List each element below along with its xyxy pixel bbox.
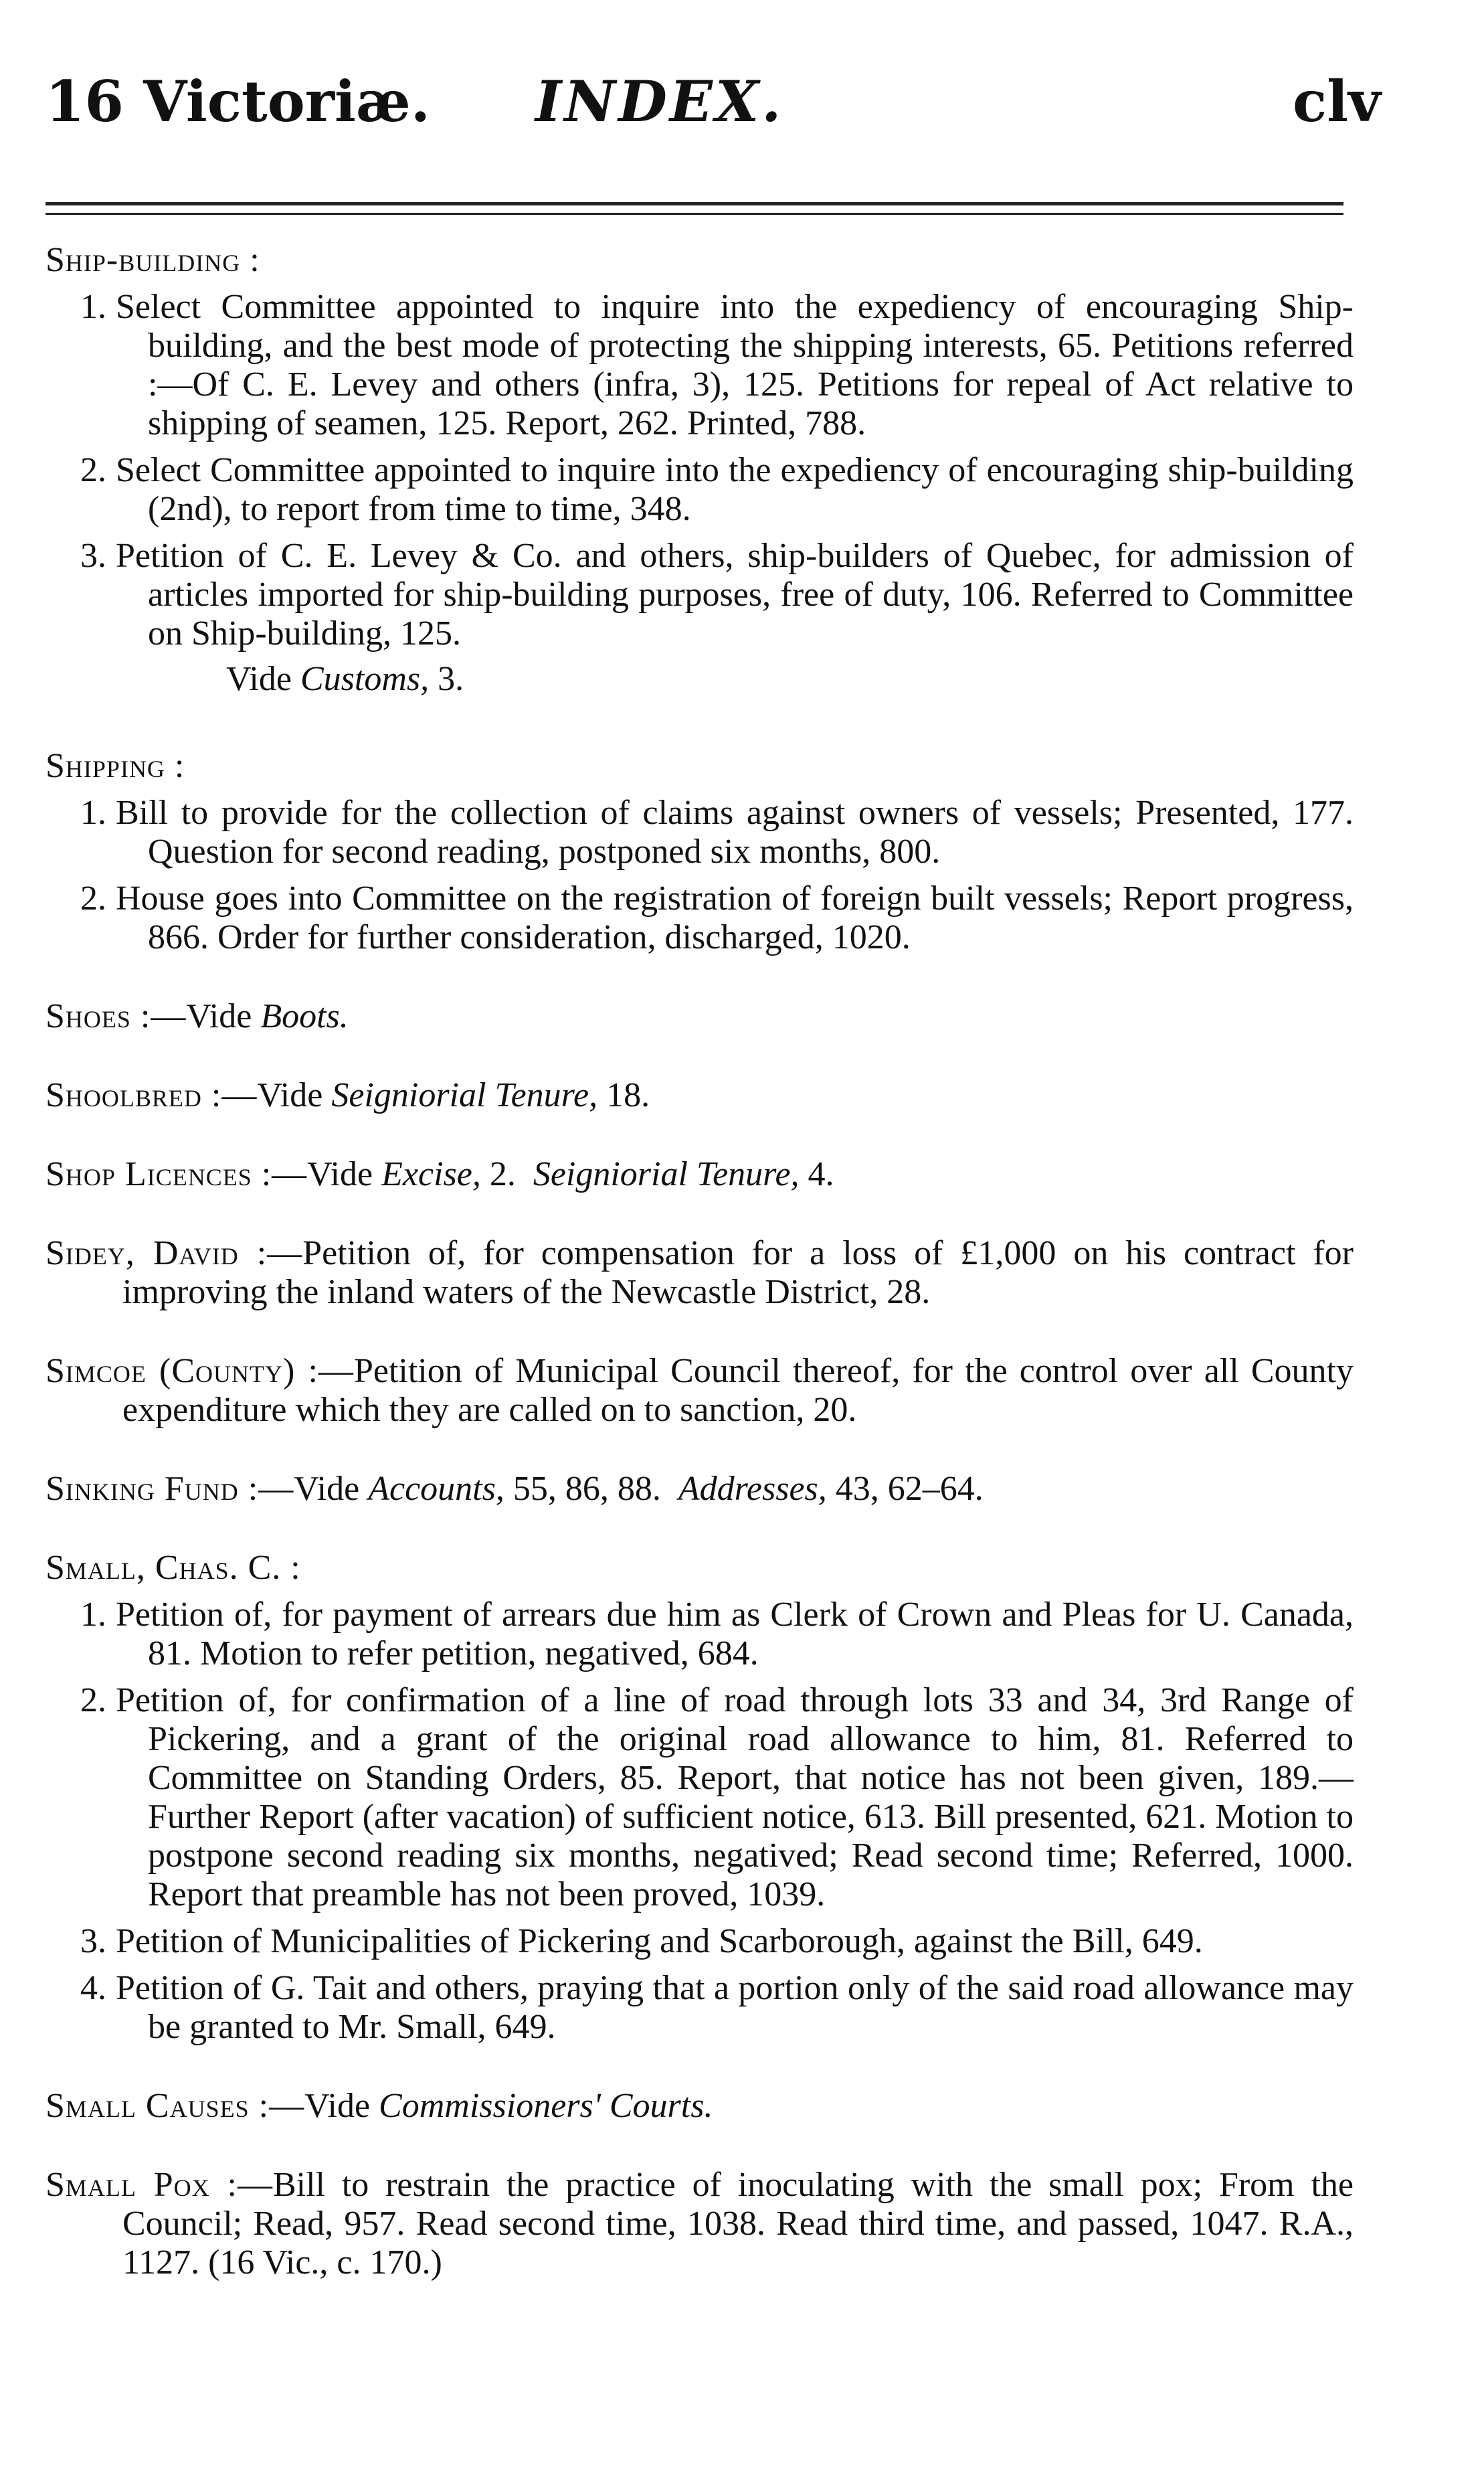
header-rule-thin (45, 213, 1343, 215)
entry-ship-building (45, 241, 1354, 699)
entry-label: Shoes :— (45, 997, 187, 1035)
cross-reference-number: 18. (606, 1076, 650, 1114)
entry-label: Sinking Fund :— (45, 1470, 294, 1508)
item-text: House goes into Committee on the registration of foreign built vessels; Report progress, 866. Order for further consideration, discharged, 1020. (116, 879, 1354, 956)
cross-reference-number: 3. (438, 660, 464, 698)
cross-reference: Accounts, (368, 1470, 504, 1508)
cross-reference: Boots. (260, 997, 349, 1035)
vide-word: Vide (226, 660, 292, 698)
item-number: 1. (80, 794, 106, 832)
item-number: 1. (80, 1596, 106, 1634)
cross-reference-number: 55, 86, 88. (513, 1470, 661, 1508)
vide-word: Vide (186, 997, 252, 1035)
item-number: 2. (80, 451, 106, 489)
session-title: 16 Victoriæ. (45, 68, 431, 135)
entry-label: Ship-building : (45, 241, 260, 279)
header-rule-thick (45, 202, 1343, 205)
list-item (45, 1681, 1354, 1914)
list-item (45, 879, 1354, 957)
entry-simcoe-county (45, 1352, 1354, 1430)
item-text: Select Committee appointed to inquire into the expediency of encouraging ship-building (2nd), to report from time to time, 348. (116, 451, 1354, 528)
item-number: 3. (80, 537, 106, 575)
list-item (45, 1596, 1354, 1673)
entry-items (45, 288, 1354, 653)
entry-shoolbred (45, 1076, 1354, 1115)
entry-sidey-david (45, 1234, 1354, 1312)
entry-shop-licences (45, 1155, 1354, 1194)
vide-word: Vide (307, 1155, 373, 1193)
list-item (45, 794, 1354, 871)
entry-text: Petition of, for compensation for a loss of £1,000 on his contract for improving the inland waters of the Newcastle District, 28. (122, 1234, 1354, 1311)
list-item (45, 288, 1354, 443)
cross-reference: Seigniorial Tenure, (331, 1076, 598, 1114)
list-item (45, 451, 1354, 529)
entry-label: Simcoe (County) :— (45, 1352, 354, 1390)
index-content (45, 241, 1354, 2282)
item-number: 2. (80, 879, 106, 918)
vide-word: Vide (294, 1470, 360, 1508)
vide-reference (45, 660, 1354, 699)
entry-label: Shipping : (45, 747, 185, 785)
vide-word: Vide (257, 1076, 323, 1114)
item-text: Petition of Municipalities of Pickering and Scarborough, against the Bill, 649. (116, 1922, 1203, 1960)
entry-items (45, 1596, 1354, 2047)
entry-label: Shoolbred :— (45, 1076, 258, 1114)
entry-sinking-fund (45, 1470, 1354, 1509)
entry-text: Bill to restrain the practice of inoculating with the small pox; From the Council; Read, 957. Read second time, 1038. Read third time, and passed, 1047. R.A., 1127. (16 Vic., c. 170.) (122, 2166, 1354, 2282)
page-number: clv (1293, 68, 1381, 135)
entry-label: Small Pox :— (45, 2166, 273, 2204)
item-text: Petition of C. E. Levey & Co. and others, ship-builders of Quebec, for admission of articles imported for ship-building purposes, free of duty, 106. Referred to Committee on Ship-building, 125. (116, 537, 1354, 653)
cross-reference: Addresses, (678, 1470, 827, 1508)
item-text: Petition of G. Tait and others, praying that a portion only of the said road allowance may be granted to Mr. Small, 649. (116, 1969, 1354, 2046)
list-item (45, 1922, 1354, 1961)
entry-small-chas (45, 1549, 1354, 2047)
cross-reference: Commissioners' Courts. (379, 2087, 713, 2125)
item-text: Petition of, for confirmation of a line of road through lots 33 and 34, 3rd Range of Pickering, and a grant of the original road allowance to him, 81. Referred to Committee on Standing Orders, 85. Report, that notice has not been given, 189.—Further Report (after vacation) of sufficient notice, 613. Bill presented, 621. Motion to postpone second reading six months, negatived; Read second time; Referred, 1000. Report that preamble has not been proved, 1039. (116, 1681, 1354, 1913)
item-text: Select Committee appointed to inquire into the expediency of encouraging Ship-building, and the best mode of protecting the shipping interests, 65. Petitions referred :—Of C. E. Levey and others (infra, 3), 125. Petitions for repeal of Act relative to shipping of seamen, 125. Report, 262. Printed, 788. (116, 288, 1354, 442)
item-text: Bill to provide for the collection of claims against owners of vessels; Presented, 177. Question for second reading, postponed six months, 800. (116, 794, 1354, 871)
entry-text: Petition of Municipal Council thereof, for the control over all County expenditure which they are called on to sanction, 20. (122, 1352, 1354, 1429)
entry-label: Shop Licences :— (45, 1155, 308, 1193)
cross-reference: Customs, (300, 660, 430, 698)
entry-small-causes (45, 2087, 1354, 2126)
entry-label: Sidey, David :— (45, 1234, 303, 1272)
page-title: INDEX. (535, 68, 784, 135)
cross-reference-number: 43, 62–64. (835, 1470, 984, 1508)
item-number: 4. (80, 1969, 106, 2007)
entry-label: Small, Chas. C. : (45, 1549, 301, 1587)
entry-shipping (45, 747, 1354, 957)
item-number: 3. (80, 1922, 106, 1960)
item-text: Petition of, for payment of arrears due him as Clerk of Crown and Pleas for U. Canada, 81. Motion to refer petition, negatived, 684. (116, 1596, 1354, 1673)
cross-reference-number: 4. (808, 1155, 834, 1193)
cross-reference: Excise, (381, 1155, 481, 1193)
entry-small-pox (45, 2166, 1354, 2282)
vide-word: Vide (304, 2087, 371, 2125)
entry-items (45, 794, 1354, 957)
list-item (45, 537, 1354, 653)
cross-reference-number: 2. (489, 1155, 516, 1193)
item-number: 2. (80, 1681, 106, 1719)
list-item (45, 1969, 1354, 2047)
cross-reference: Seigniorial Tenure, (533, 1155, 800, 1193)
item-number: 1. (80, 288, 106, 326)
entry-shoes (45, 997, 1354, 1036)
entry-label: Small Causes :— (45, 2087, 305, 2125)
